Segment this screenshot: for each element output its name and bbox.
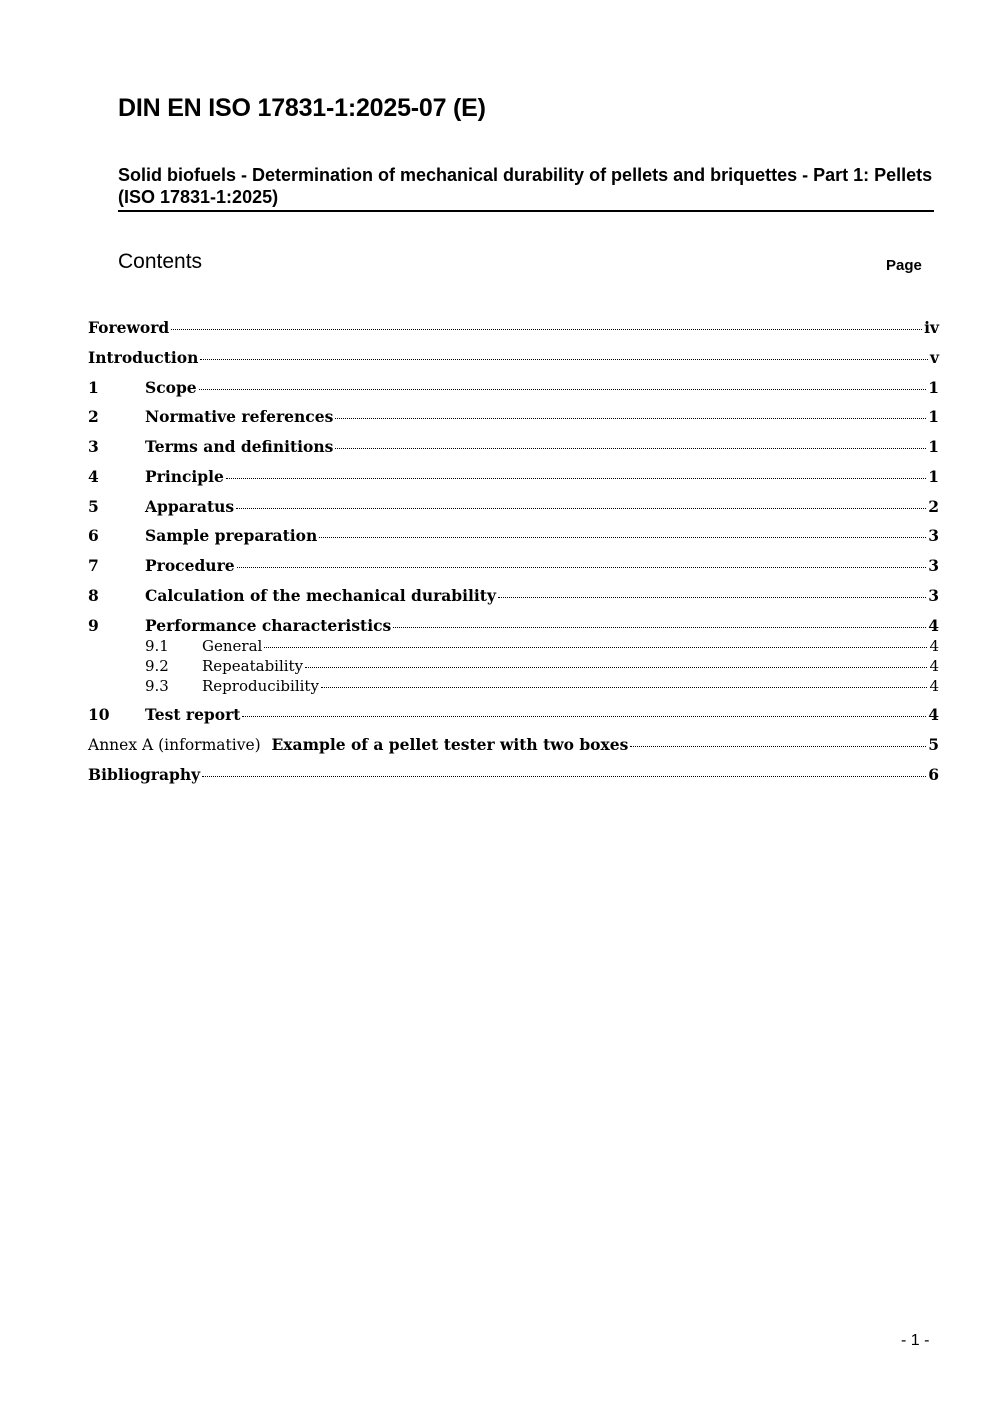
toc-entry-normative-references[interactable] [88, 407, 939, 437]
page-column-label: Page [886, 257, 922, 274]
toc-entry-number: 4 [88, 466, 99, 486]
toc-subentry-repeatability[interactable] [88, 657, 939, 677]
toc-entry-page: 4 [929, 637, 939, 656]
toc-entry-page: iv [924, 318, 939, 337]
toc-entry-introduction[interactable] [88, 348, 939, 378]
toc-entry-page: 4 [929, 677, 939, 696]
toc-entry-page: 4 [929, 657, 939, 676]
contents-heading: Contents [118, 250, 203, 273]
toc-entry-number: 5 [88, 496, 99, 516]
toc-entry-page: 2 [928, 496, 939, 516]
toc-entry-title: Procedure [145, 556, 235, 575]
dot-leader [630, 746, 926, 747]
toc-entry-title: Terms and definitions [145, 437, 334, 456]
toc-entry-bibliography[interactable] [88, 765, 939, 795]
dot-leader [242, 716, 926, 717]
toc-entry-page: 3 [928, 526, 939, 546]
toc-subentry-general[interactable] [88, 637, 939, 657]
dot-leader [236, 508, 926, 509]
toc-entry-number: 9 [88, 615, 99, 635]
dot-leader [335, 418, 926, 419]
toc-entry-title: Apparatus [145, 496, 235, 516]
toc-subentry-reproducibility[interactable] [88, 677, 939, 705]
toc-entry-title: Performance characteristics [145, 615, 392, 635]
dot-leader [226, 478, 926, 479]
toc-entry-title: Bibliography [88, 764, 201, 784]
toc-entry-apparatus[interactable] [88, 497, 939, 527]
toc-entry-page: 1 [928, 437, 939, 456]
document-title: DIN EN ISO 17831-1:2025-07 (E) [118, 94, 486, 122]
toc-entry-number: 8 [88, 585, 99, 605]
dot-leader [321, 687, 928, 688]
toc-entry-foreword[interactable] [88, 318, 939, 348]
toc-entry-number: 9.1 [145, 637, 169, 656]
table-of-contents [88, 318, 939, 795]
toc-entry-number: 2 [88, 407, 99, 427]
dot-leader [200, 359, 928, 360]
dot-leader [393, 627, 926, 628]
toc-entry-title: Principle [145, 466, 224, 486]
toc-entry-title: General [202, 637, 263, 656]
toc-entry-annex-a[interactable] [88, 735, 939, 765]
toc-entry-page: v [929, 347, 939, 367]
toc-entry-number: 6 [88, 526, 99, 546]
dot-leader [199, 389, 927, 390]
toc-entry-title: Normative references [145, 407, 334, 427]
toc-entry-principle[interactable] [88, 467, 939, 497]
toc-entry-calculation[interactable] [88, 586, 939, 616]
toc-entry-sample-preparation[interactable] [88, 526, 939, 556]
toc-entry-title: Introduction [88, 347, 199, 367]
toc-entry-terms-and-definitions[interactable] [88, 437, 939, 467]
toc-entry-page: 3 [928, 556, 939, 575]
toc-entry-page: 1 [928, 466, 939, 486]
toc-entry-page: 6 [928, 764, 939, 784]
toc-entry-page: 5 [928, 735, 939, 754]
dot-leader [237, 567, 927, 568]
toc-entry-page: 4 [928, 705, 939, 725]
annex-prefix: Annex A (informative) [88, 736, 261, 754]
toc-entry-page: 1 [928, 407, 939, 427]
dot-leader [171, 329, 922, 330]
toc-entry-number: 10 [88, 705, 110, 725]
dot-leader [202, 776, 926, 777]
toc-entry-page: 3 [928, 585, 939, 605]
dot-leader [319, 537, 926, 538]
toc-entry-number: 9.2 [145, 657, 169, 676]
toc-entry-number: 1 [88, 377, 99, 397]
toc-entry-number: 9.3 [145, 677, 169, 696]
toc-entry-title: Repeatability [202, 657, 304, 676]
dot-leader [264, 647, 927, 648]
toc-entry-procedure[interactable] [88, 556, 939, 586]
toc-entry-number: 3 [88, 437, 99, 456]
toc-entry-title: Reproducibility [202, 677, 319, 696]
toc-entry-title: Scope [145, 377, 197, 397]
toc-entry-title: Sample preparation [145, 526, 318, 546]
page-number: - 1 - [901, 1332, 930, 1349]
dot-leader [305, 667, 927, 668]
dot-leader [335, 448, 926, 449]
toc-entry-scope[interactable] [88, 378, 939, 408]
toc-entry-page: 1 [928, 377, 939, 397]
toc-entry-number: 7 [88, 556, 99, 575]
toc-entry-title [88, 735, 630, 754]
toc-entry-test-report[interactable] [88, 705, 939, 735]
annex-title: Example of a pellet tester with two boxes [271, 735, 629, 754]
toc-entry-title: Test report [145, 705, 241, 725]
dot-leader [498, 597, 926, 598]
toc-entry-title: Foreword [88, 318, 170, 337]
toc-entry-page: 4 [928, 615, 939, 635]
toc-entry-title: Calculation of the mechanical durability [145, 585, 496, 605]
document-subtitle: Solid biofuels - Determination of mechanical durability of pellets and briquettes - Part 1: Pellets (ISO 17831-1:2025) [118, 164, 934, 212]
